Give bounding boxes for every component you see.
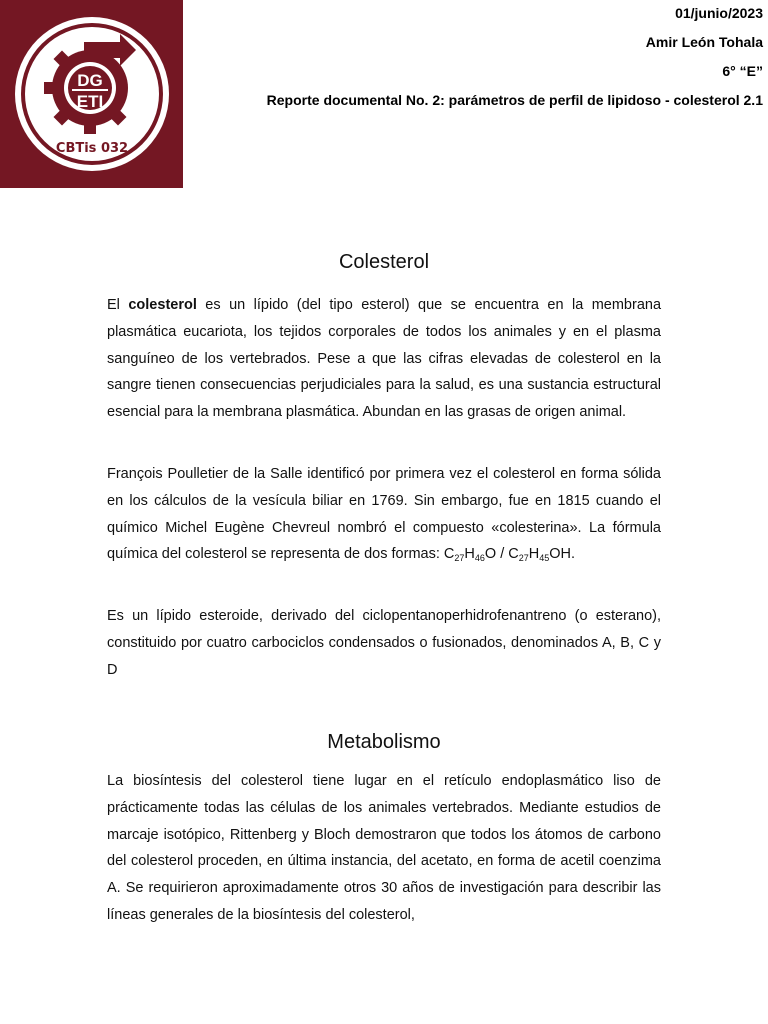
header-report-title: Reporte documental No. 2: parámetros de perfil de lipidoso - colesterol 2.1 <box>266 92 763 108</box>
paragraph-intro: El <box>107 297 129 313</box>
section-title-metabolismo: Metabolismo <box>327 731 441 753</box>
logo-caption: CBTis 032 <box>55 141 129 156</box>
header-group: 6° “E” <box>722 63 763 79</box>
paragraph-colesterol-structure: Es un lípido esteroide, derivado del ciclopentanoperhidrofenantreno (o esterano), constituido por cuatro carbociclos condensados o fusionados, denominados A, B, C y D <box>107 608 661 678</box>
header-author: Amir León Tohala <box>645 34 763 50</box>
formula-2: $C_{27}H_{45}OH$. <box>508 546 576 564</box>
logo-text-eti: ETI <box>76 92 104 111</box>
formula-1: $C_{27}H_{46}O$ <box>443 546 497 564</box>
formula-separator: / <box>496 546 509 563</box>
institution-logo <box>0 0 183 188</box>
paragraph-rest: es un lípido (del tipo esterol) que se encuentra en la membrana plasmática eucariota, los tejidos corporales de todos los animales y en el plasma sanguíneo de los vertebrados. Pese a que las cifras elevadas de colesterol en la sangre tienen consecuencias perjudiciales para la salud, es una sustancia estructural esencial para la membrana plasmática. Abundan en las grasas de origen animal. <box>107 297 662 421</box>
section-title-colesterol: Colesterol <box>338 251 430 273</box>
paragraph-colesterol-history <box>107 461 661 568</box>
paragraph-colesterol-definition <box>107 292 661 426</box>
paragraph-text: François Poulletier de la Salle identificó por primera vez el colesterol en forma sólida en los cálculos de la vesícula biliar en 1769. Sin embargo, fue en 1815 cuando el químico Michel Eugène Chevreul nombró el compuesto «colesterina». La fórmula química del colesterol se representa de dos formas: <box>107 466 661 563</box>
cbtis-logo-icon <box>0 0 183 188</box>
document-header <box>267 0 763 115</box>
logo-text-dg: DG <box>77 71 103 90</box>
paragraph-metabolismo: La biosíntesis del colesterol tiene lugar en el retículo endoplasmático liso de prácticamente todas las células de los animales vertebrados. Mediante estudios de marcaje isotópico, Rittenberg y Bloch demostraron que todos los átomos de carbono del colesterol proceden, en última instancia, del acetato, en forma de acetil coenzima A. Se requirieron aproximadamente otros 30 años de investigación para describir las líneas generales de la biosíntesis del colesterol, <box>107 773 661 923</box>
header-date: 01/junio/2023 <box>675 5 763 21</box>
keyword-colesterol: colesterol <box>128 297 197 313</box>
